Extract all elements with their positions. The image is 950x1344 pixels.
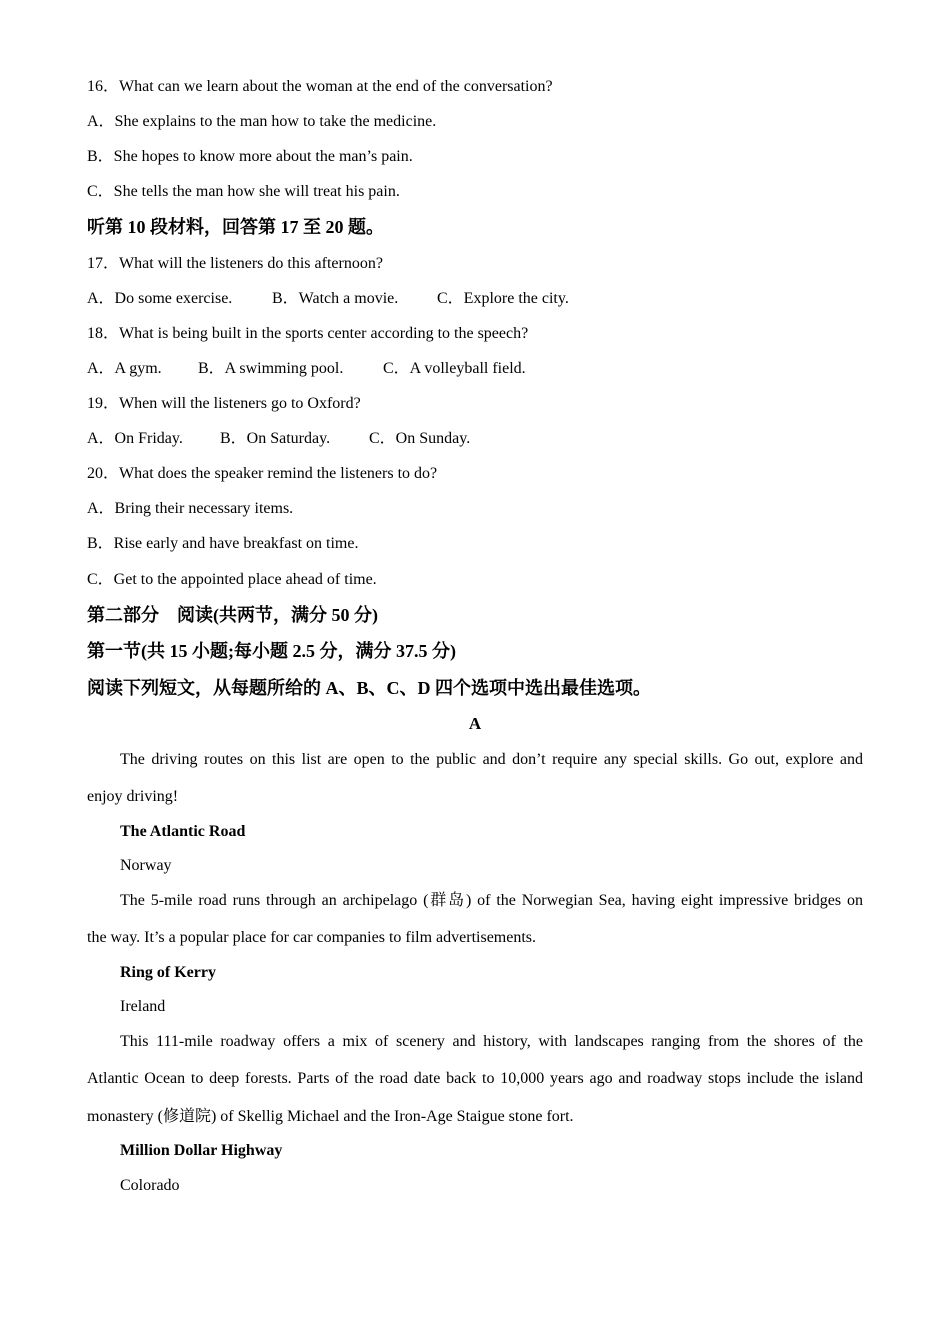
question-17-options [87,289,587,309]
reading-part-title: 第二部分 阅读(共两节，满分 50 分) [87,605,378,625]
listening-instruction: 听第 10 段材料，回答第 17 至 20 题。 [87,217,384,237]
question-18-option-a: A．A gym. [87,360,162,377]
question-16-stem: 16．What can we learn about the woman at the end of the conversation? [87,78,553,95]
question-18-stem: 18．What is being built in the sports center according to the speech? [87,325,529,342]
reading-section-title: 第一节(共 15 小题;每小题 2.5 分，满分 37.5 分) [87,641,456,661]
question-20-option-a: A．Bring their necessary items. [87,500,294,517]
question-18-option-b: B．A swimming pool. [198,360,344,377]
route-2-location: Ireland [120,998,166,1015]
route-2-description-line-3: monastery (修道院) of Skellig Michael and the Iron-Age Staigue stone fort. [87,1108,574,1125]
question-19-option-c: C．On Sunday. [369,430,471,447]
question-17-stem: 17．What will the listeners do this afternoon? [87,255,383,272]
question-19-option-b: B．On Saturday. [220,430,331,447]
question-19-stem: 19．When will the listeners go to Oxford? [87,395,361,412]
route-1-description-line-1: The 5-mile road runs through an archipelago (群岛) of the Norwegian Sea, having eight impressive bridges on [120,892,863,909]
question-19-options [87,429,487,449]
route-2-description-line-2: Atlantic Ocean to deep forests. Parts of the road date back to 10,000 years ago and roadway stops include the island [87,1070,863,1087]
route-3-location: Colorado [120,1177,180,1194]
question-18-options [87,359,547,379]
passage-label: A [468,714,482,733]
route-2-description-line-1: This 111-mile roadway offers a mix of scenery and history, with landscapes ranging from the shores of the [120,1033,863,1050]
question-16-option-b: B．She hopes to know more about the man’s pain. [87,148,413,165]
question-17-option-c: C．Explore the city. [437,290,569,307]
route-1-description-line-2: the way. It’s a popular place for car companies to film advertisements. [87,929,537,946]
question-19-option-a: A．On Friday. [87,430,183,447]
question-18-option-c: C．A volleyball field. [383,360,526,377]
route-1-name: The Atlantic Road [120,823,246,840]
question-16-option-a: A．She explains to the man how to take the medicine. [87,113,437,130]
question-20-option-b: B．Rise early and have breakfast on time. [87,535,359,552]
question-20-option-c: C．Get to the appointed place ahead of time. [87,571,377,588]
question-17-option-b: B．Watch a movie. [272,290,399,307]
question-17-option-a: A．Do some exercise. [87,290,233,307]
intro-line-2: enjoy driving! [87,788,179,805]
route-1-location: Norway [120,857,172,874]
route-2-name: Ring of Kerry [120,964,216,981]
question-20-stem: 20．What does the speaker remind the listeners to do? [87,465,438,482]
question-16-option-c: C．She tells the man how she will treat his pain. [87,183,400,200]
reading-directions: 阅读下列短文，从每题所给的 A、B、C、D 四个选项中选出最佳选项。 [87,678,651,698]
route-3-name: Million Dollar Highway [120,1142,283,1159]
intro-line-1: The driving routes on this list are open to the public and don’t require any special skills. Go out, explore and [120,751,863,768]
